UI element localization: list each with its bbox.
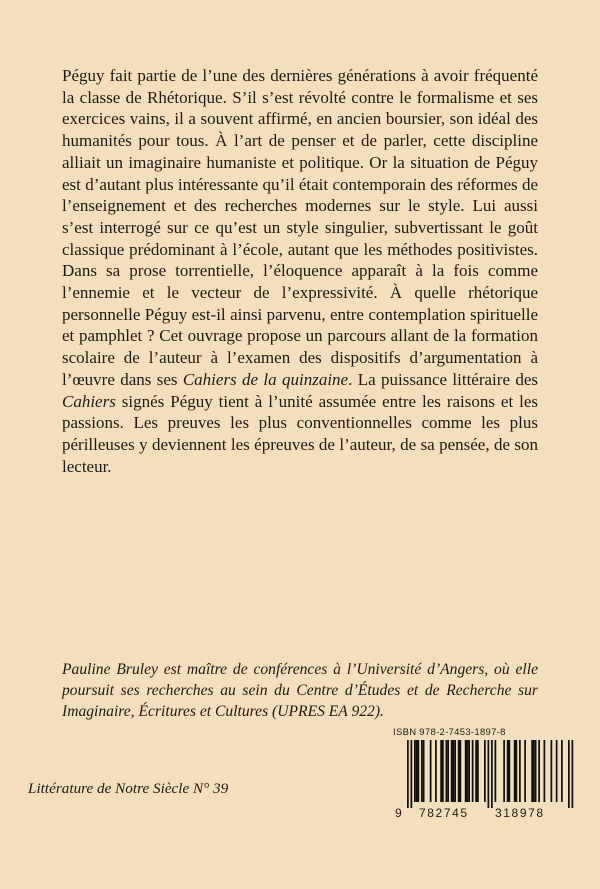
barcode-bar: [418, 740, 420, 802]
blurb-text-part-3: signés Péguy tient à l’unité assumée entre les raisons et les passions. Les preuves les plus conventionnelles comme les plus périlleuses y deviennent les épreuves de l’auteur, de sa pensée, de son lecteur.: [62, 391, 538, 476]
barcode-bar: [507, 740, 509, 802]
blurb-title-cahiers: Cahiers: [62, 391, 116, 411]
barcode-bar: [488, 740, 490, 808]
barcode-bar: [453, 740, 455, 802]
barcode-bars: [393, 740, 585, 808]
barcode-bar: [491, 740, 493, 808]
barcode-bar: [442, 740, 444, 802]
barcode-bar: [509, 740, 511, 802]
barcode-bar: [458, 740, 460, 802]
ean-first-digit: 9: [395, 806, 404, 820]
isbn-barcode: [393, 727, 585, 823]
barcode-bar: [423, 740, 425, 802]
blurb-text-part-2: . La puissance littéraire des: [348, 369, 538, 389]
barcode-bar: [430, 740, 432, 802]
barcode-bar: [503, 740, 505, 802]
author-note: Pauline Bruley est maître de conférences à l’Université d’Angers, où elle poursuit ses recherches au sein du Centre d’Études et de Recherche sur Imaginaire, Écritures et Cultures (UPRES EA 922).: [62, 661, 538, 720]
barcode-bar: [519, 740, 521, 802]
barcode-bar: [451, 740, 453, 802]
blurb-title-cahiers-de-la-quinzaine: Cahiers de la quinzaine: [182, 369, 349, 389]
blurb-paragraph: [62, 65, 538, 477]
barcode-bar: [544, 740, 546, 802]
barcode-bar: [533, 740, 535, 802]
barcode-bar: [421, 740, 423, 802]
ean-left-group: 782745: [419, 806, 469, 820]
barcode-bar: [460, 740, 462, 802]
barcode-bar: [531, 740, 533, 802]
barcode-bar: [495, 740, 497, 802]
barcode-bar: [467, 740, 469, 802]
isbn-label: ISBN 978-2-7453-1897-8: [393, 727, 506, 738]
barcode-bar: [514, 740, 516, 802]
back-cover-blurb: [62, 65, 538, 477]
barcode-bar: [411, 740, 413, 808]
barcode-bar: [484, 740, 486, 802]
barcode-bar: [516, 740, 518, 802]
barcode-bar: [472, 740, 474, 802]
barcode-bar: [414, 740, 416, 802]
barcode-bar: [561, 740, 563, 802]
barcode-bar: [468, 740, 470, 802]
barcode-bar: [572, 740, 574, 808]
barcode-bar: [477, 740, 479, 802]
barcode-bar: [440, 740, 442, 802]
barcode-bar: [447, 740, 449, 802]
barcode-bar: [538, 740, 540, 802]
barcode-bar: [551, 740, 553, 802]
barcode-bar: [454, 740, 456, 802]
barcode-bar: [556, 740, 558, 802]
barcode-bar: [446, 740, 448, 802]
barcode-bar: [407, 740, 409, 808]
barcode-bar: [524, 740, 526, 802]
barcode-bar: [535, 740, 537, 802]
barcode-bar: [435, 740, 437, 802]
barcode-bar: [568, 740, 570, 808]
barcode-bar: [475, 740, 477, 802]
ean-right-group: 318978: [495, 806, 545, 820]
barcode-bar: [416, 740, 418, 802]
blurb-text-part-1: Péguy fait partie de l’une des dernières générations à avoir fréquenté la classe de Rhétorique. S’il s’est révolté contre le formalisme et ses exercices vains, il a souvent affirmé, en ancien boursier, son idéal des humanités pour tous. À l’art de penser et de parler, cette discipline alliait un imaginaire humaniste et politique. Or la situation de Péguy est d’autant plus intéressante qu’il était contemporain des réformes de l’enseignement et des recherches modernes sur le style. Lui aussi s’est interrogé sur ce qu’est un style singulier, subvertissant le goût classique prédominant à l’école, autant que les méthodes positivistes. Dans sa prose torrentielle, l’éloquence apparaît à la fois comme l’ennemie et le vecteur de l’expressivité. À quelle rhétorique personnelle Péguy est-il ainsi parvenu, entre contemplation spirituelle et pamphlet ? Cet ouvrage propose un parcours allant de la formation scolaire de l’auteur à l’examen des dispositifs d’argumentation à l’œuvre dans ses: [62, 66, 538, 389]
barcode-bar: [465, 740, 467, 802]
series-title: Littérature de Notre Siècle N° 39: [28, 780, 229, 797]
